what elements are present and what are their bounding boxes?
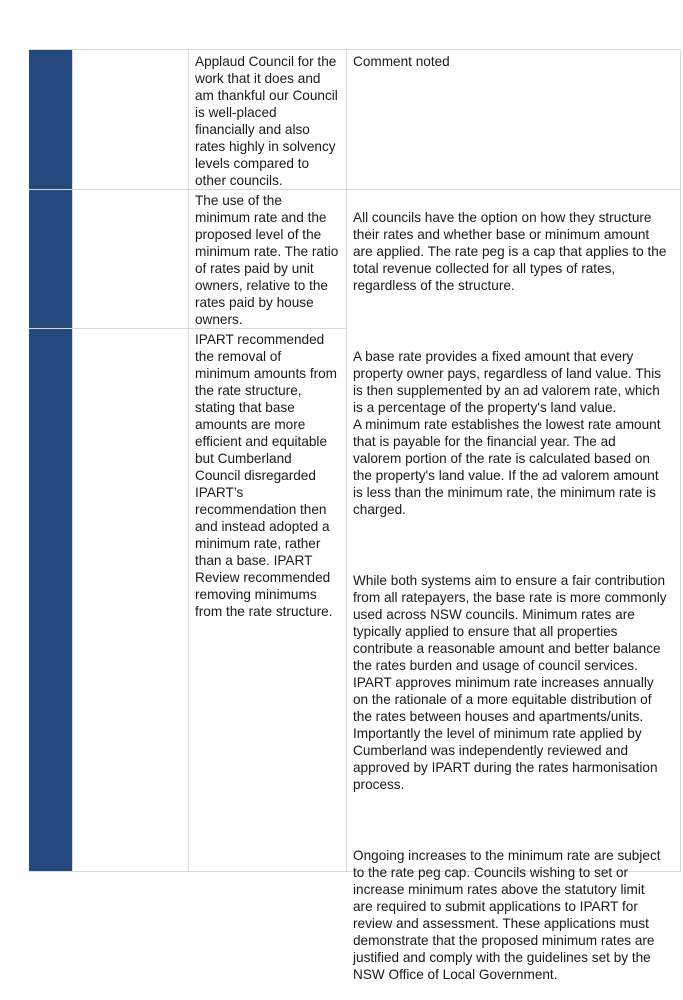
column-divider-2: [188, 49, 189, 872]
paragraph-gap: [353, 810, 683, 830]
column-divider-3: [346, 49, 347, 872]
response-paragraph-3: While both systems aim to ensure a fair contribution from all ratepayers, the base rate is more commonly used across NSW councils. Minimum rates are typically applied to ensure that all properties contribute a reasonable amount and better balance the rates burden and usage of council services. IPART approves minimum rate increases annually on the rationale of a more equitable distribution of the rates between houses and apartments/units. Importantly the level of minimum rate applied by Cumberland was independently reviewed and approved by IPART during the rates harmonisation process.: [353, 573, 667, 792]
row-3-id-cell: [29, 329, 72, 871]
row-1-submission: Applaud Council for the work that it does and am thankful our Council is well-placed financially and also rates highly in solvency levels compared to other councils.: [195, 54, 338, 188]
merged-response: [353, 192, 683, 1000]
row-2-submission: The use of the minimum rate and the proposed level of the minimum rate. The ratio of rates paid by unit owners, relative to the rates paid by house owners.: [195, 193, 339, 327]
response-paragraph-4: Ongoing increases to the minimum rate are subject to the rate peg cap. Councils wishing to set or increase minimum rates above the statutory limit are required to submit applications to IPART for review and assessment. These applications must demonstrate that the proposed minimum rates are justified and comply with the guidelines set by the NSW Office of Local Government.: [353, 848, 661, 982]
row-3-submission: IPART recommended the removal of minimum amounts from the rate structure, stating that base amounts are more efficient and equitable but Cumberland Council disregarded IPART’s recommendation then and instead adopted a minimum rate, rather than a base. IPART Review recommended removing minimums from the rate structure.: [195, 332, 338, 619]
row-divider-1: [29, 189, 680, 190]
row-1-id-cell: [29, 50, 72, 189]
response-paragraph-1: All councils have the option on how they structure their rates and whether base or minimum amount are applied. The rate peg is a cap that applies to the total revenue collected for all types of rates, regardless of the structure.: [353, 210, 667, 293]
paragraph-gap: [353, 311, 683, 331]
row-2-id-cell: [29, 190, 72, 328]
response-paragraph-2: A base rate provides a fixed amount that every property owner pays, regardless of land value. This is then supplemented by an ad valorem rate, which is a percentage of the property's land value. A minimum rate establishes the lowest rate amount that is payable for the financial year. The ad valorem portion of the rate is calculated based on the property's land value. If the ad valorem amount is less than the minimum rate, the minimum rate is charged.: [353, 349, 662, 517]
table-top-border: [29, 49, 680, 50]
row-1-response: Comment noted: [353, 54, 450, 69]
column-divider-1: [72, 49, 73, 872]
paragraph-gap: [353, 535, 683, 555]
